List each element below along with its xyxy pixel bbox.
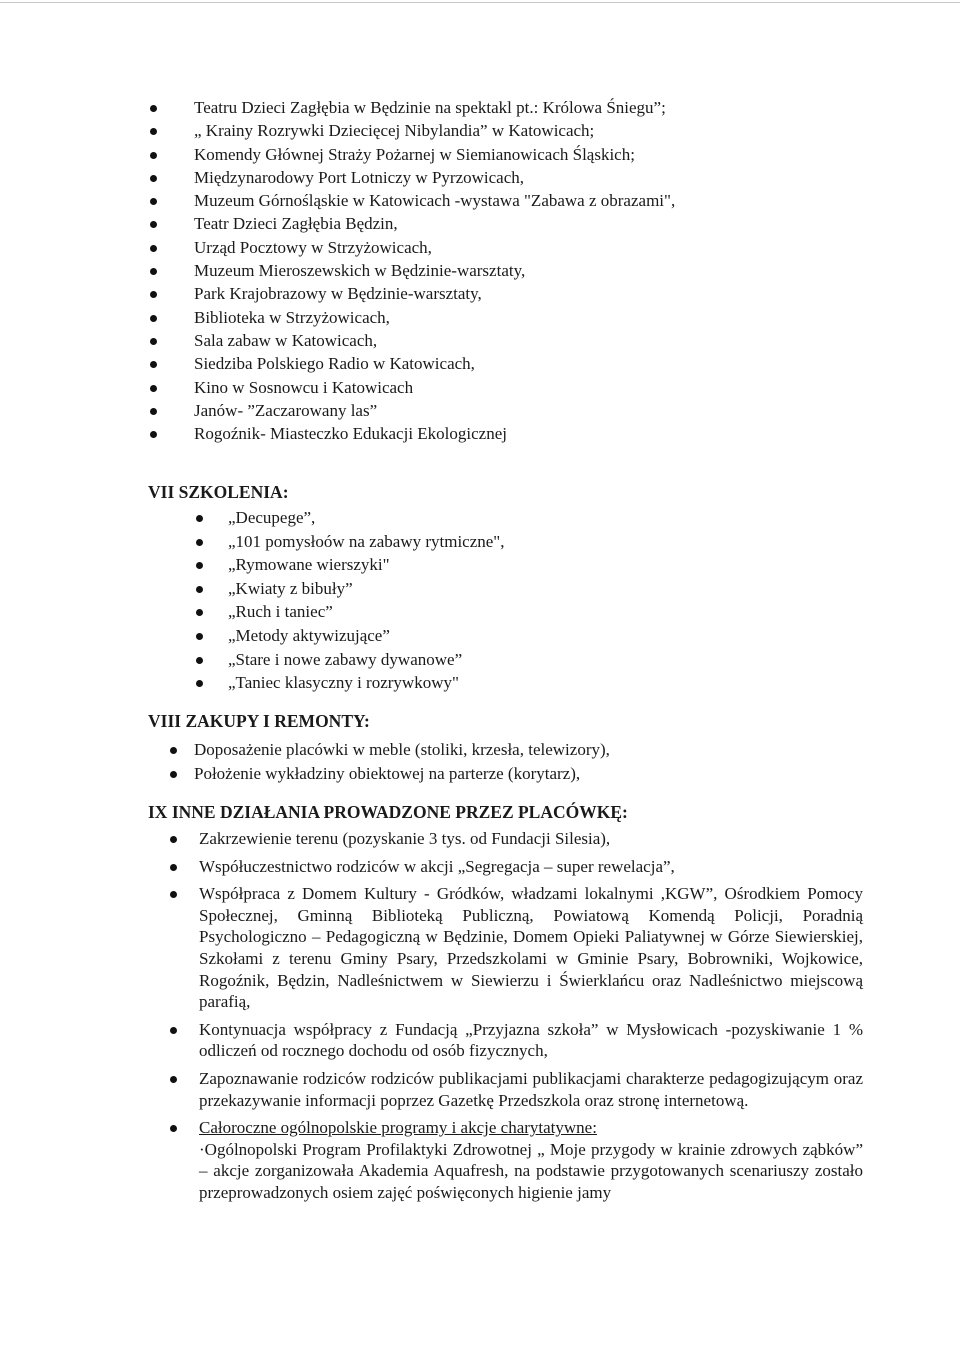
list-item: „Ruch i taniec” — [228, 600, 505, 624]
item-text: Współpraca z Domem Kultury - Gródków, władzami lokalnymi ,KGW”, Ośrodkiem Pomocy Społecznej, Gminną Biblioteką Publiczną, Powiatową Komendą Policji, Poradnią Psychologiczno – Pedagogiczną w Będzinie, Domem Opieki Paliatywnej w Górze Siewierskiej, Szkołami z terenu Gminy Psary, Przedszkolami w Gminie Psary, Bobrowniki, Wojkowice, Rogoźnik, Będzin, Nadleśnictwem w Siewierzu i Świerklańcu oraz Nadleśnictwo miejscową parafią, — [199, 884, 863, 1012]
list-item — [199, 1019, 863, 1062]
list-item: Janów- ”Zaczarowany las” — [194, 399, 675, 422]
list-item — [199, 828, 863, 850]
item-text: Współuczestnictwo rodziców w akcji „Segregacja – super rewelacja”, — [199, 856, 675, 876]
list-item: „Taniec klasyczny i rozrywkowy" — [228, 671, 505, 695]
top-edge-line — [0, 2, 960, 3]
trainings-list — [228, 506, 505, 695]
list-item: „Stare i nowe zabawy dywanowe” — [228, 648, 505, 672]
item-text: Zapoznawanie rodziców rodziców publikacjami publikacjami charakterze pedagogizującym oraz przekazywanie informacji poprzez Gazetkę Przedszkola oraz stronę internetową. — [199, 1068, 863, 1110]
list-item: Siedziba Polskiego Radio w Katowicach, — [194, 352, 675, 375]
section-heading-inne-dzialania: IX INNE DZIAŁANIA PROWADZONE PRZEZ PLACÓWKĘ: — [148, 802, 628, 822]
list-item: Park Krajobrazowy w Będzinie-warsztaty, — [194, 282, 675, 305]
list-item — [199, 856, 863, 878]
list-item: „Decupege”, — [228, 506, 505, 530]
list-item: „101 pomysłoów na zabawy rytmiczne", — [228, 530, 505, 554]
purchases-list — [194, 738, 610, 786]
list-item: Teatr Dzieci Zagłębia Będzin, — [194, 212, 675, 235]
list-item: „Metody aktywizujące” — [228, 624, 505, 648]
list-item: Teatru Dzieci Zagłębia w Będzinie na spektakl pt.: Królowa Śniegu”; — [194, 96, 675, 119]
list-item — [199, 1068, 863, 1111]
list-item: Urząd Pocztowy w Strzyżowicach, — [194, 236, 675, 259]
list-item: Kino w Sosnowcu i Katowicach — [194, 376, 675, 399]
activities-list — [199, 828, 863, 1210]
list-item: Muzeum Mieroszewskich w Będzinie-warsztaty, — [194, 259, 675, 282]
list-item: Sala zabaw w Katowicach, — [194, 329, 675, 352]
list-item: „Rymowane wierszyki" — [228, 553, 505, 577]
list-item — [199, 1117, 863, 1203]
list-item: „ Krainy Rozrywki Dziecięcej Nibylandia” w Katowicach; — [194, 119, 675, 142]
list-item: Komendy Głównej Straży Pożarnej w Siemianowicach Śląskich; — [194, 143, 675, 166]
item-text: Kontynuacja współpracy z Fundacją „Przyjazna szkoła” w Mysłowicach -pozyskiwanie 1 % odliczeń od rocznego dochodu od osób fizycznych, — [199, 1019, 863, 1061]
section-heading-zakupy: VIII ZAKUPY I REMONTY: — [148, 711, 370, 731]
list-item — [199, 883, 863, 1013]
list-item: Doposażenie placówki w meble (stoliki, krzesła, telewizory), — [194, 738, 610, 762]
list-item: „Kwiaty z bibuły” — [228, 577, 505, 601]
list-item: Muzeum Górnośląskie w Katowicach -wystawa "Zabawa z obrazami", — [194, 189, 675, 212]
section-heading-szkolenia: VII SZKOLENIA: — [148, 482, 289, 502]
item-text: Zakrzewienie terenu (pozyskanie 3 tys. od Fundacji Silesia), — [199, 829, 611, 848]
list-item: Biblioteka w Strzyżowicach, — [194, 306, 675, 329]
item-title: Całoroczne ogólnopolskie programy i akcje charytatywne: — [199, 1118, 597, 1138]
item-text: ·Ogólnopolski Program Profilaktyki Zdrowotnej „ Moje przygody w krainie zdrowych ząbków” – akcje zorganizowała Akademia Aquafresh, na podstawie przygotowanych scenariuszy zostało przeprowadzonych osiem zajęć poświęconych higienie jamy — [199, 1139, 863, 1202]
visits-list — [194, 96, 675, 445]
list-item: Międzynarodowy Port Lotniczy w Pyrzowicach, — [194, 166, 675, 189]
list-item: Rogoźnik- Miasteczko Edukacji Ekologicznej — [194, 422, 675, 445]
list-item: Położenie wykładziny obiektowej na parterze (korytarz), — [194, 762, 610, 786]
